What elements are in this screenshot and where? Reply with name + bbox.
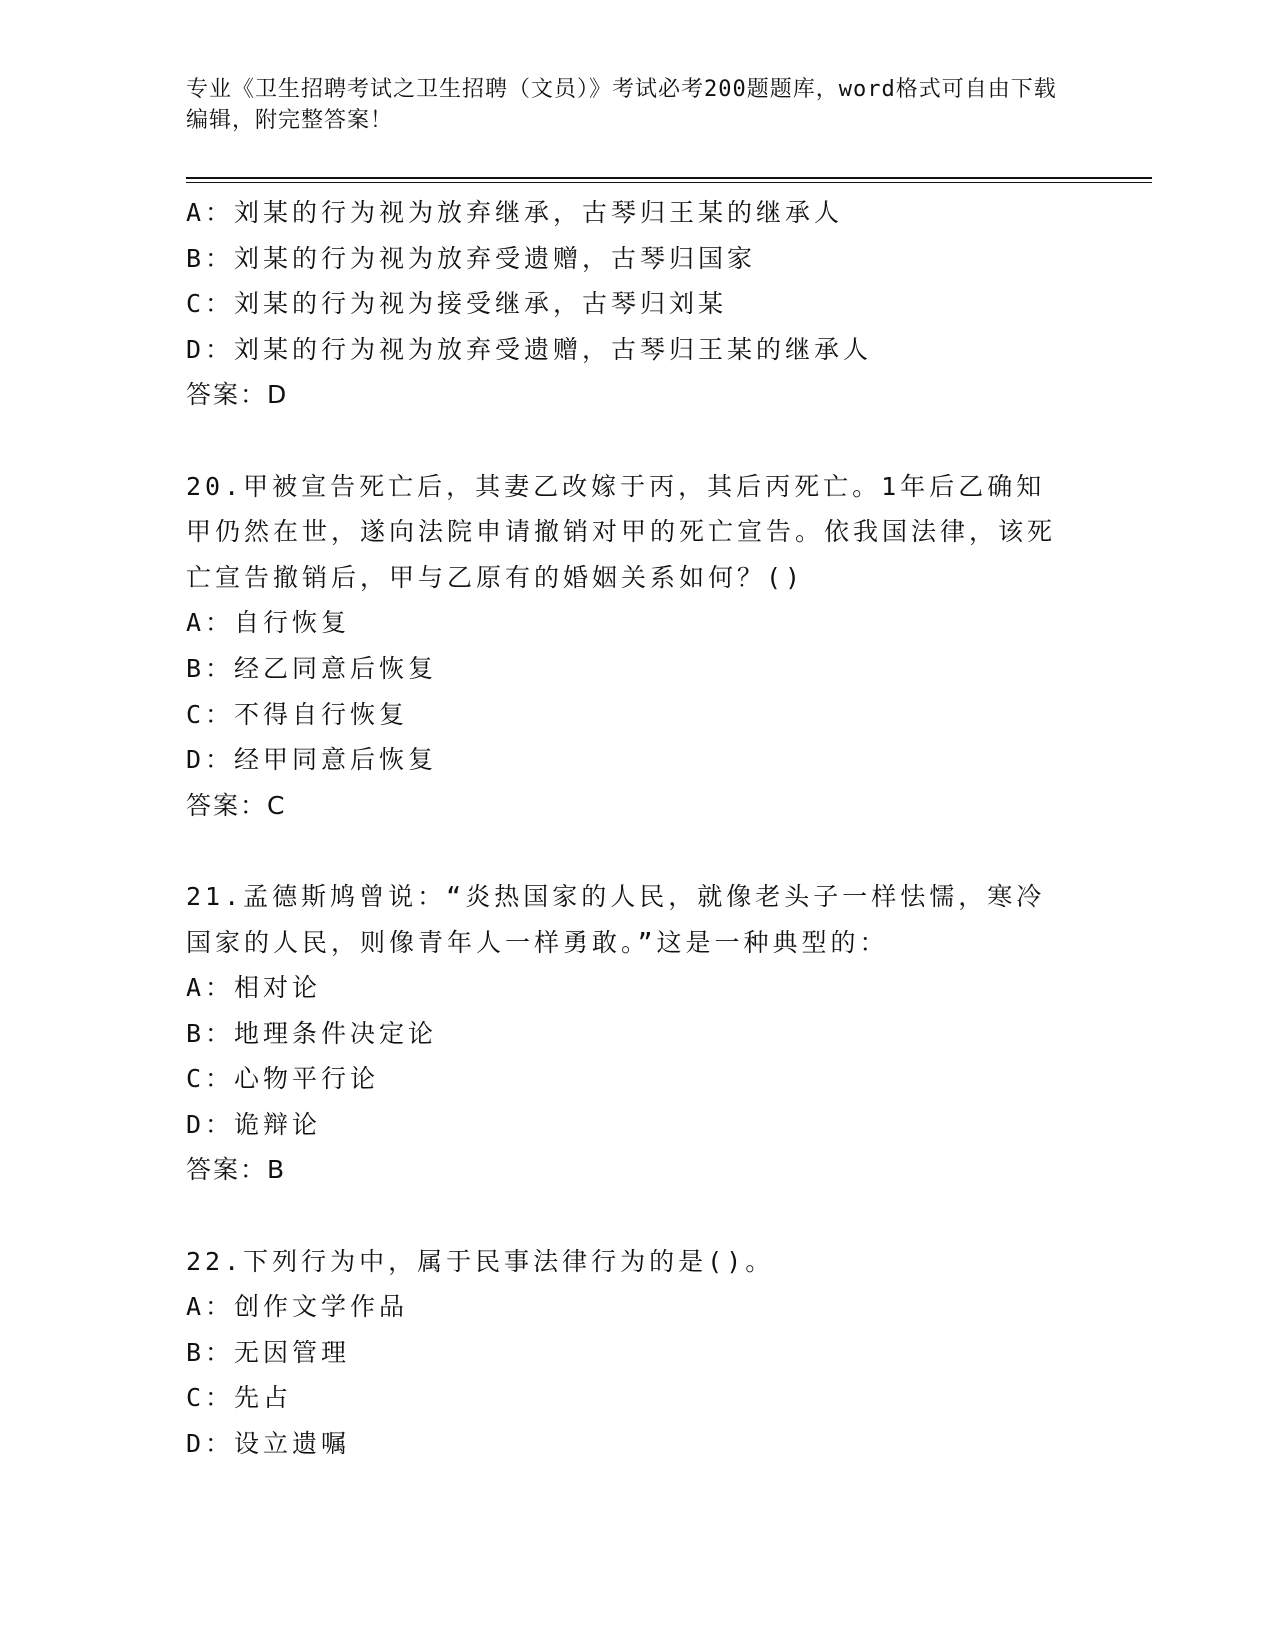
- option-a: A：创作文学作品: [186, 1292, 409, 1322]
- document-header: 专业《卫生招聘考试之卫生招聘（文员）》考试必考200题题库，word格式可自由下载编辑，附完整答案！: [186, 77, 1057, 133]
- option-d: D：刘某的行为视为放弃受遗赠，古琴归王某的继承人: [186, 334, 873, 364]
- question-list: [186, 190, 1086, 1467]
- question-stem: 21.孟德斯鸠曾说：“炎热国家的人民，就像老头子一样怯懦，寒冷国家的人民，则像青年人一样勇敢。”这是一种典型的：: [186, 881, 1046, 957]
- option-d: D：诡辩论: [186, 1109, 322, 1139]
- option-d: D：经甲同意后恢复: [186, 745, 438, 775]
- answer: 答案：D: [186, 380, 289, 410]
- option-a: A：相对论: [186, 973, 322, 1003]
- option-b: B：经乙同意后恢复: [186, 653, 438, 683]
- option-a: A：刘某的行为视为放弃继承，古琴归王某的继承人: [186, 198, 844, 227]
- option-b: B：无因管理: [186, 1337, 351, 1367]
- answer: 答案：B: [186, 1155, 287, 1185]
- answer: 答案：C: [186, 790, 287, 820]
- option-d: D：设立遗嘱: [186, 1429, 351, 1459]
- option-a: A：自行恢复: [186, 608, 351, 638]
- question-22: [186, 1239, 1086, 1467]
- option-c: C：刘某的行为视为接受继承，古琴归刘某: [186, 289, 728, 319]
- option-c: C：先占: [186, 1383, 293, 1413]
- question-20: [186, 464, 1086, 829]
- question-stem: 22.下列行为中，属于民事法律行为的是()。: [186, 1246, 775, 1276]
- header-rule-thick: [186, 177, 1152, 179]
- option-c: C：不得自行恢复: [186, 699, 409, 729]
- option-b: B：刘某的行为视为放弃受遗赠，古琴归国家: [186, 243, 757, 273]
- header-rule-thin: [186, 182, 1152, 183]
- question-19-continued: [186, 190, 1086, 418]
- question-stem: 20.甲被宣告死亡后，其妻乙改嫁于丙，其后丙死亡。1年后乙确知甲仍然在世，遂向法院申请撤销对甲的死亡宣告。依我国法律，该死亡宣告撤销后，甲与乙原有的婚姻关系如何？(): [186, 471, 1057, 592]
- question-21: [186, 874, 1086, 1193]
- option-b: B：地理条件决定论: [186, 1018, 438, 1048]
- option-c: C：心物平行论: [186, 1064, 380, 1094]
